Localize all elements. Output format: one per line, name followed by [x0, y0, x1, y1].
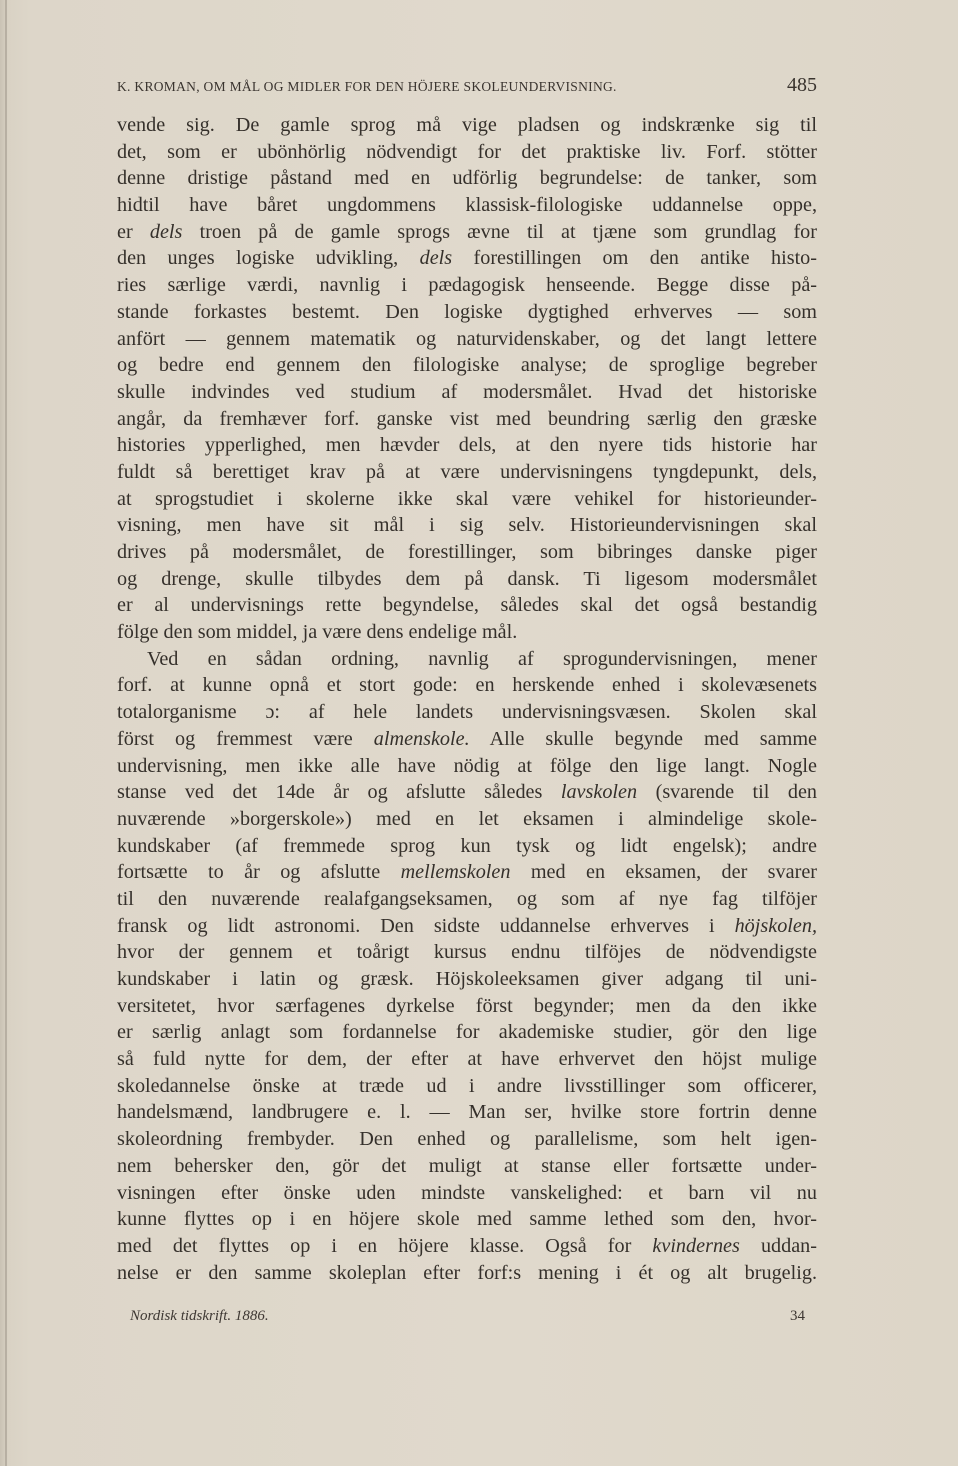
text-line: er særlig anlagt som fordannelse for akademiske studier, gör den lige — [117, 1021, 817, 1044]
text-line: Ved en sådan ordning, navnlig af sprogundervisningen, mener — [147, 647, 817, 670]
text-line: vende sig. De gamle sprog må vige pladsen og indskrænke sig til — [117, 114, 817, 136]
text-run: Alle skulle begynde med samme — [469, 727, 817, 750]
text-line — [117, 779, 817, 806]
text-run: troen på de gamle sprogs ævne til at tjæne som grundlag for — [182, 220, 817, 243]
text-line: og bedre end gennem den filologiske analyse; de sproglige begreber — [117, 354, 817, 377]
emphasis-run: lavskolen — [560, 781, 638, 804]
text-line: skulle indvindes ved studium af modersmålet. Hvad det historiske — [117, 380, 817, 403]
page-gutter-edge — [5, 0, 7, 1466]
emphasis-run: dels — [149, 220, 183, 243]
text-line: nelse er den samme skoleplan efter forf:s mening i ét og alt brugelig. — [117, 1261, 817, 1284]
text-line: skoledannelse önske at træde ud i andre livsstillinger som officerer, — [117, 1074, 817, 1097]
text-line: forf. at kunne opnå et stort gode: en herskende enhed i skolevæsenets — [117, 674, 817, 697]
text-line: skoleordning frembyder. Den enhed og parallelisme, som helt igen- — [117, 1128, 817, 1151]
text-run: med en eksamen, der svarer — [510, 861, 817, 884]
text-line: hidtil have båret ungdommens klassisk-filologiske uddannelse oppe, — [117, 194, 817, 217]
journal-signature: Nordisk tidskrift. 1886. — [130, 1308, 269, 1324]
text-line — [117, 219, 817, 246]
text-line: nem behersker den, gör det muligt at stanse eller fortsætte under- — [117, 1154, 817, 1177]
text-run: med det flyttes op i en höjere klasse. Også for — [117, 1234, 653, 1257]
text-line: ries særlige værdi, navnlig i pædagogisk henseende. Begge disse på- — [117, 274, 817, 297]
body-text — [117, 112, 817, 1286]
text-run: er — [117, 220, 150, 243]
text-run: forestillingen om den antike histo- — [452, 247, 817, 270]
text-run: den unges logiske udvikling, — [117, 247, 420, 270]
text-line: til den nuværende realafgangseksamen, og som af nye fag tilföjer — [117, 887, 817, 910]
text-line: undervisning, men ikke alle have nödig at fölge den lige langt. Nogle — [117, 754, 817, 777]
page-footer — [130, 1308, 805, 1325]
text-line: kundskaber i latin og græsk. Höjskoleeksamen giver adgang til uni- — [117, 968, 817, 990]
text-line: anfört — gennem matematik og naturvidenskaber, og det langt lettere — [117, 327, 817, 350]
emphasis-run: höjskolen, — [734, 914, 817, 937]
text-run: uddan- — [739, 1234, 817, 1257]
text-line — [117, 1233, 817, 1260]
text-line: drives på modersmålet, de forestillinger, som bibringes danske piger — [117, 541, 817, 563]
text-line: fölge den som middel, ja være dens endelige mål. — [117, 621, 518, 644]
text-line: versitetet, hvor særfagenes dyrkelse först begynder; men da den ikke — [117, 994, 817, 1017]
text-run: fortsætte to år og afslutte — [117, 861, 401, 884]
text-run: först og fremmest være — [117, 727, 374, 750]
sheet-signature: 34 — [790, 1308, 805, 1324]
running-head — [117, 74, 817, 97]
text-run: fransk og lidt astronomi. Den sidste uddannelse erhverves i — [117, 914, 735, 937]
text-line: nuværende »borgerskole») med en let eksamen i almindelige skole- — [117, 807, 817, 830]
emphasis-run: almenskole. — [373, 727, 470, 750]
text-run: (svarende til den — [637, 781, 817, 804]
text-line: at sprogstudiet i skolerne ikke skal være vehikel for historieunder- — [117, 487, 817, 510]
text-line: stande forkastes bestemt. Den logiske dygtighed erhverves — som — [117, 300, 817, 323]
text-line: er al undervisnings rette begyndelse, således skal det også bestandig — [117, 594, 817, 617]
text-line: visningen efter önske uden mindste vanskelighed: et barn vil nu — [117, 1181, 817, 1204]
text-line — [117, 913, 817, 940]
text-line: fuldt så berettiget krav på at være undervisningens tyngdepunkt, dels, — [117, 460, 817, 483]
text-line: angår, da fremhæver forf. ganske vist med beundring særlig den græske — [117, 407, 817, 430]
text-line — [117, 245, 817, 272]
text-line: handelsmænd, landbrugere e. l. — Man ser, hvilke store fortrin denne — [117, 1101, 817, 1124]
text-line: kunne flyttes op i en höjere skole med samme lethed som den, hvor- — [117, 1208, 817, 1231]
text-line: hvor der gennem et toårigt kursus endnu tilföjes de nödvendigste — [117, 941, 817, 964]
text-line: totalorganisme ɔ: af hele landets undervisningsvæsen. Skolen skal — [117, 701, 817, 724]
text-line: det, som er ubönhörlig nödvendigt for det praktiske liv. Forf. stötter — [117, 140, 817, 163]
text-line: histories ypperlighed, men hævder dels, at den nyere tids historie har — [117, 434, 817, 457]
emphasis-run: kvindernes — [652, 1234, 740, 1257]
text-line: visning, men have sit mål i sig selv. Historieundervisningen skal — [117, 514, 817, 537]
text-line: denne dristige påstand med en udförlig begrundelse: de tanker, som — [117, 167, 817, 190]
text-line: og drenge, skulle tilbydes dem på dansk. Ti ligesom modersmålet — [117, 567, 817, 590]
emphasis-run: mellemskolen — [400, 861, 511, 884]
page-number: 485 — [787, 74, 817, 96]
emphasis-run: dels — [419, 247, 453, 270]
text-line — [117, 859, 817, 886]
text-line: kundskaber (af fremmede sprog kun tysk og lidt engelsk); andre — [117, 834, 817, 857]
running-head-title: K. KROMAN, OM MÅL OG MIDLER FOR DEN HÖJERE SKOLEUNDERVISNING. — [117, 79, 617, 94]
text-run: stanse ved det 14de år og afslutte således — [117, 781, 561, 804]
text-line — [117, 726, 817, 753]
text-line: så fuld nytte for dem, der efter at have erhvervet den höjst mulige — [117, 1048, 817, 1071]
